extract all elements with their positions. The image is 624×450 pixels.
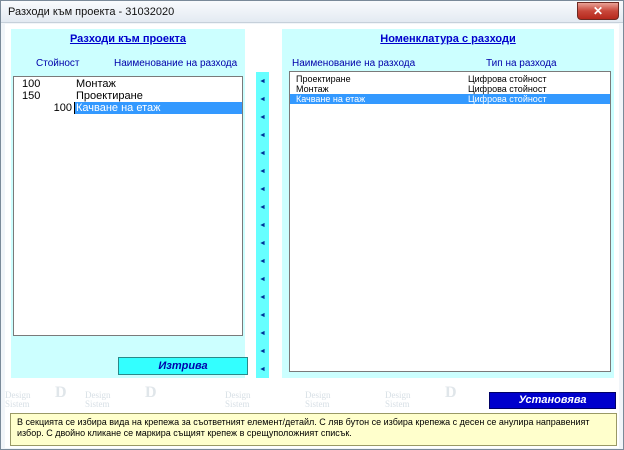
col-header-name: Наименование на разхода <box>292 58 416 69</box>
watermark: Design Sistem <box>305 390 331 409</box>
watermark: Design Sistem <box>85 390 111 409</box>
list-item[interactable]: Монтаж Цифрова стойност <box>296 84 547 94</box>
arrow-left-icon: ◄ <box>259 186 266 193</box>
arrow-left-icon: ◄ <box>259 222 266 229</box>
arrow-left-icon: ◄ <box>259 150 266 157</box>
project-costs-panel <box>11 29 245 378</box>
close-button[interactable] <box>577 2 619 20</box>
arrow-left-icon: ◄ <box>259 240 266 247</box>
arrow-left-icon: ◄ <box>259 294 266 301</box>
watermark: D <box>55 384 67 401</box>
list-item[interactable]: 100 Монтаж <box>22 78 116 90</box>
client-area <box>5 24 619 448</box>
arrow-left-icon: ◄ <box>259 258 266 265</box>
arrow-left-icon: ◄ <box>259 312 266 319</box>
watermark: Design Sistem <box>225 390 251 409</box>
cost-nomenclature-list[interactable] <box>289 71 611 372</box>
help-status-bar: В секцията се избира вида на крепежа за съответният елемент/детайл. С ляв бутон се избира крепежа с десен се анулира направеният избор. С двойно кликане се маркира същият крепеж в срещуположният списък. <box>10 413 617 446</box>
arrow-left-icon: ◄ <box>259 348 266 355</box>
watermark: D <box>145 384 157 401</box>
arrow-left-icon: ◄ <box>259 204 266 211</box>
title-bar[interactable] <box>1 1 623 23</box>
watermark: Design Sistem <box>5 390 31 409</box>
watermark: Design Sistem <box>385 390 411 409</box>
arrow-left-icon: ◄ <box>259 78 266 85</box>
col-header-name: Наименование на разхода <box>114 58 238 69</box>
arrow-left-icon: ◄ <box>259 330 266 337</box>
watermark: D <box>445 384 457 401</box>
list-item[interactable]: 150 Проектиране <box>22 90 143 102</box>
cost-nomenclature-title: Номенклатура с разходи <box>380 33 516 45</box>
arrow-left-icon: ◄ <box>259 276 266 283</box>
project-costs-title: Разходи към проекта <box>69 33 187 45</box>
arrow-left-icon: ◄ <box>259 366 266 373</box>
col-header-value: Стойност <box>36 58 80 69</box>
cost-nomenclature-panel <box>282 29 614 378</box>
value-edit-field[interactable]: 100 <box>14 102 75 114</box>
window-title: Разходи към проекта - 31032020 <box>8 6 175 18</box>
list-item[interactable]: Проектиране Цифрова стойност <box>296 74 547 84</box>
apply-button[interactable]: Установява <box>489 392 616 409</box>
arrow-left-icon: ◄ <box>259 132 266 139</box>
arrow-left-icon: ◄ <box>259 168 266 175</box>
delete-button[interactable]: Изтрива <box>118 357 248 375</box>
close-icon: ✕ <box>592 4 604 18</box>
arrow-left-icon: ◄ <box>259 114 266 121</box>
project-costs-list[interactable] <box>13 76 243 336</box>
list-item-selected[interactable]: 100 Качване на етаж <box>14 102 242 114</box>
col-header-type: Тип на разхода <box>486 58 557 69</box>
arrow-left-icon: ◄ <box>259 96 266 103</box>
transfer-arrow-bar[interactable] <box>256 72 269 378</box>
list-item-selected[interactable]: Качване на етаж Цифрова стойност <box>290 94 610 104</box>
